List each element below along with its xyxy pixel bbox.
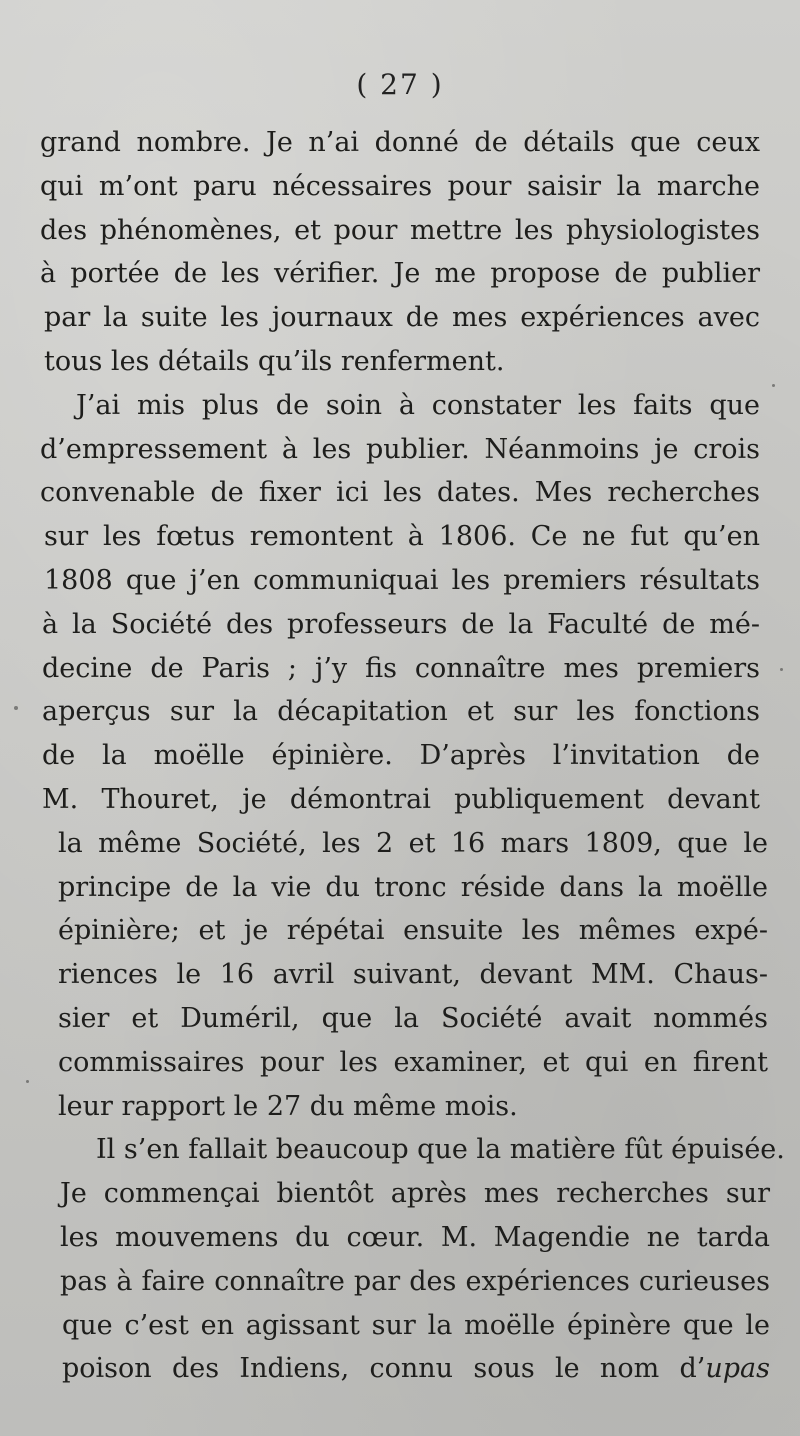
text-line: la même Société, les 2 et 16 mars 1809, que le bbox=[58, 827, 768, 859]
text-line: des phénomènes, et pour mettre les physiologistes bbox=[40, 214, 760, 246]
paper-speck bbox=[772, 384, 775, 387]
text-line: les mouvemens du cœur. M. Magendie ne tarda bbox=[60, 1221, 770, 1253]
paragraph-first-line: J’ai mis plus de soin à constater les faits que bbox=[76, 389, 760, 421]
page-number: ( 27 ) bbox=[356, 68, 444, 101]
text-line-last bbox=[62, 1347, 770, 1391]
paper-speck bbox=[14, 706, 18, 710]
text-line: tous les détails qu’ils renferment. bbox=[44, 345, 505, 377]
text-line: Je commençai bientôt après mes recherches sur bbox=[60, 1178, 770, 1210]
text-line: de la moëlle épinière. D’après l’invitation de bbox=[42, 740, 760, 772]
text-line: à la Société des professeurs de la Faculté de mé- bbox=[42, 608, 760, 640]
body-text bbox=[40, 121, 785, 1391]
text-line: principe de la vie du tronc réside dans la moëlle bbox=[58, 871, 768, 903]
text-line: commissaires pour les examiner, et qui en firent bbox=[58, 1046, 768, 1078]
text-line: à portée de les vérifier. Je me propose de publier bbox=[40, 258, 760, 290]
text-line: qui m’ont paru nécessaires pour saisir la marche bbox=[40, 170, 760, 202]
text-line: decine de Paris ; j’y fis connaître mes premiers bbox=[42, 652, 760, 684]
text-line: pas à faire connaître par des expériences curieuses bbox=[60, 1265, 770, 1297]
text-line: sur les fœtus remontent à 1806. Ce ne fut qu’en bbox=[44, 521, 760, 553]
text-line: sier et Duméril, que la Société avait nommés bbox=[58, 1002, 768, 1034]
text-line: convenable de fixer ici les dates. Mes recherches bbox=[40, 477, 760, 509]
text-line: par la suite les journaux de mes expériences avec bbox=[44, 302, 760, 334]
text-line: aperçus sur la décapitation et sur les fonctions bbox=[42, 696, 760, 728]
paper-speck bbox=[26, 1080, 29, 1083]
text-line: 1808 que j’en communiquai les premiers résultats bbox=[44, 564, 760, 596]
paragraph-first-line: Il s’en fallait beaucoup que la matière fût épuisée. bbox=[96, 1134, 785, 1166]
text-line: leur rapport le 27 du même mois. bbox=[58, 1090, 518, 1122]
text-line: M. Thouret, je démontrai publiquement devant bbox=[42, 783, 760, 815]
italic-word: upas bbox=[705, 1353, 770, 1385]
text-line-start: poison des Indiens, connu sous le nom d’ bbox=[62, 1353, 706, 1385]
paper-speck bbox=[780, 668, 783, 671]
text-line: grand nombre. Je n’ai donné de détails que ceux bbox=[40, 127, 760, 158]
text-line: d’empressement à les publier. Néanmoins je crois bbox=[40, 433, 760, 465]
text-line: épinière; et je répétai ensuite les mêmes expé- bbox=[58, 915, 768, 947]
text-line: que c’est en agissant sur la moëlle épinère que le bbox=[62, 1309, 770, 1341]
text-line: riences le 16 avril suivant, devant MM. Chaus- bbox=[58, 959, 768, 991]
